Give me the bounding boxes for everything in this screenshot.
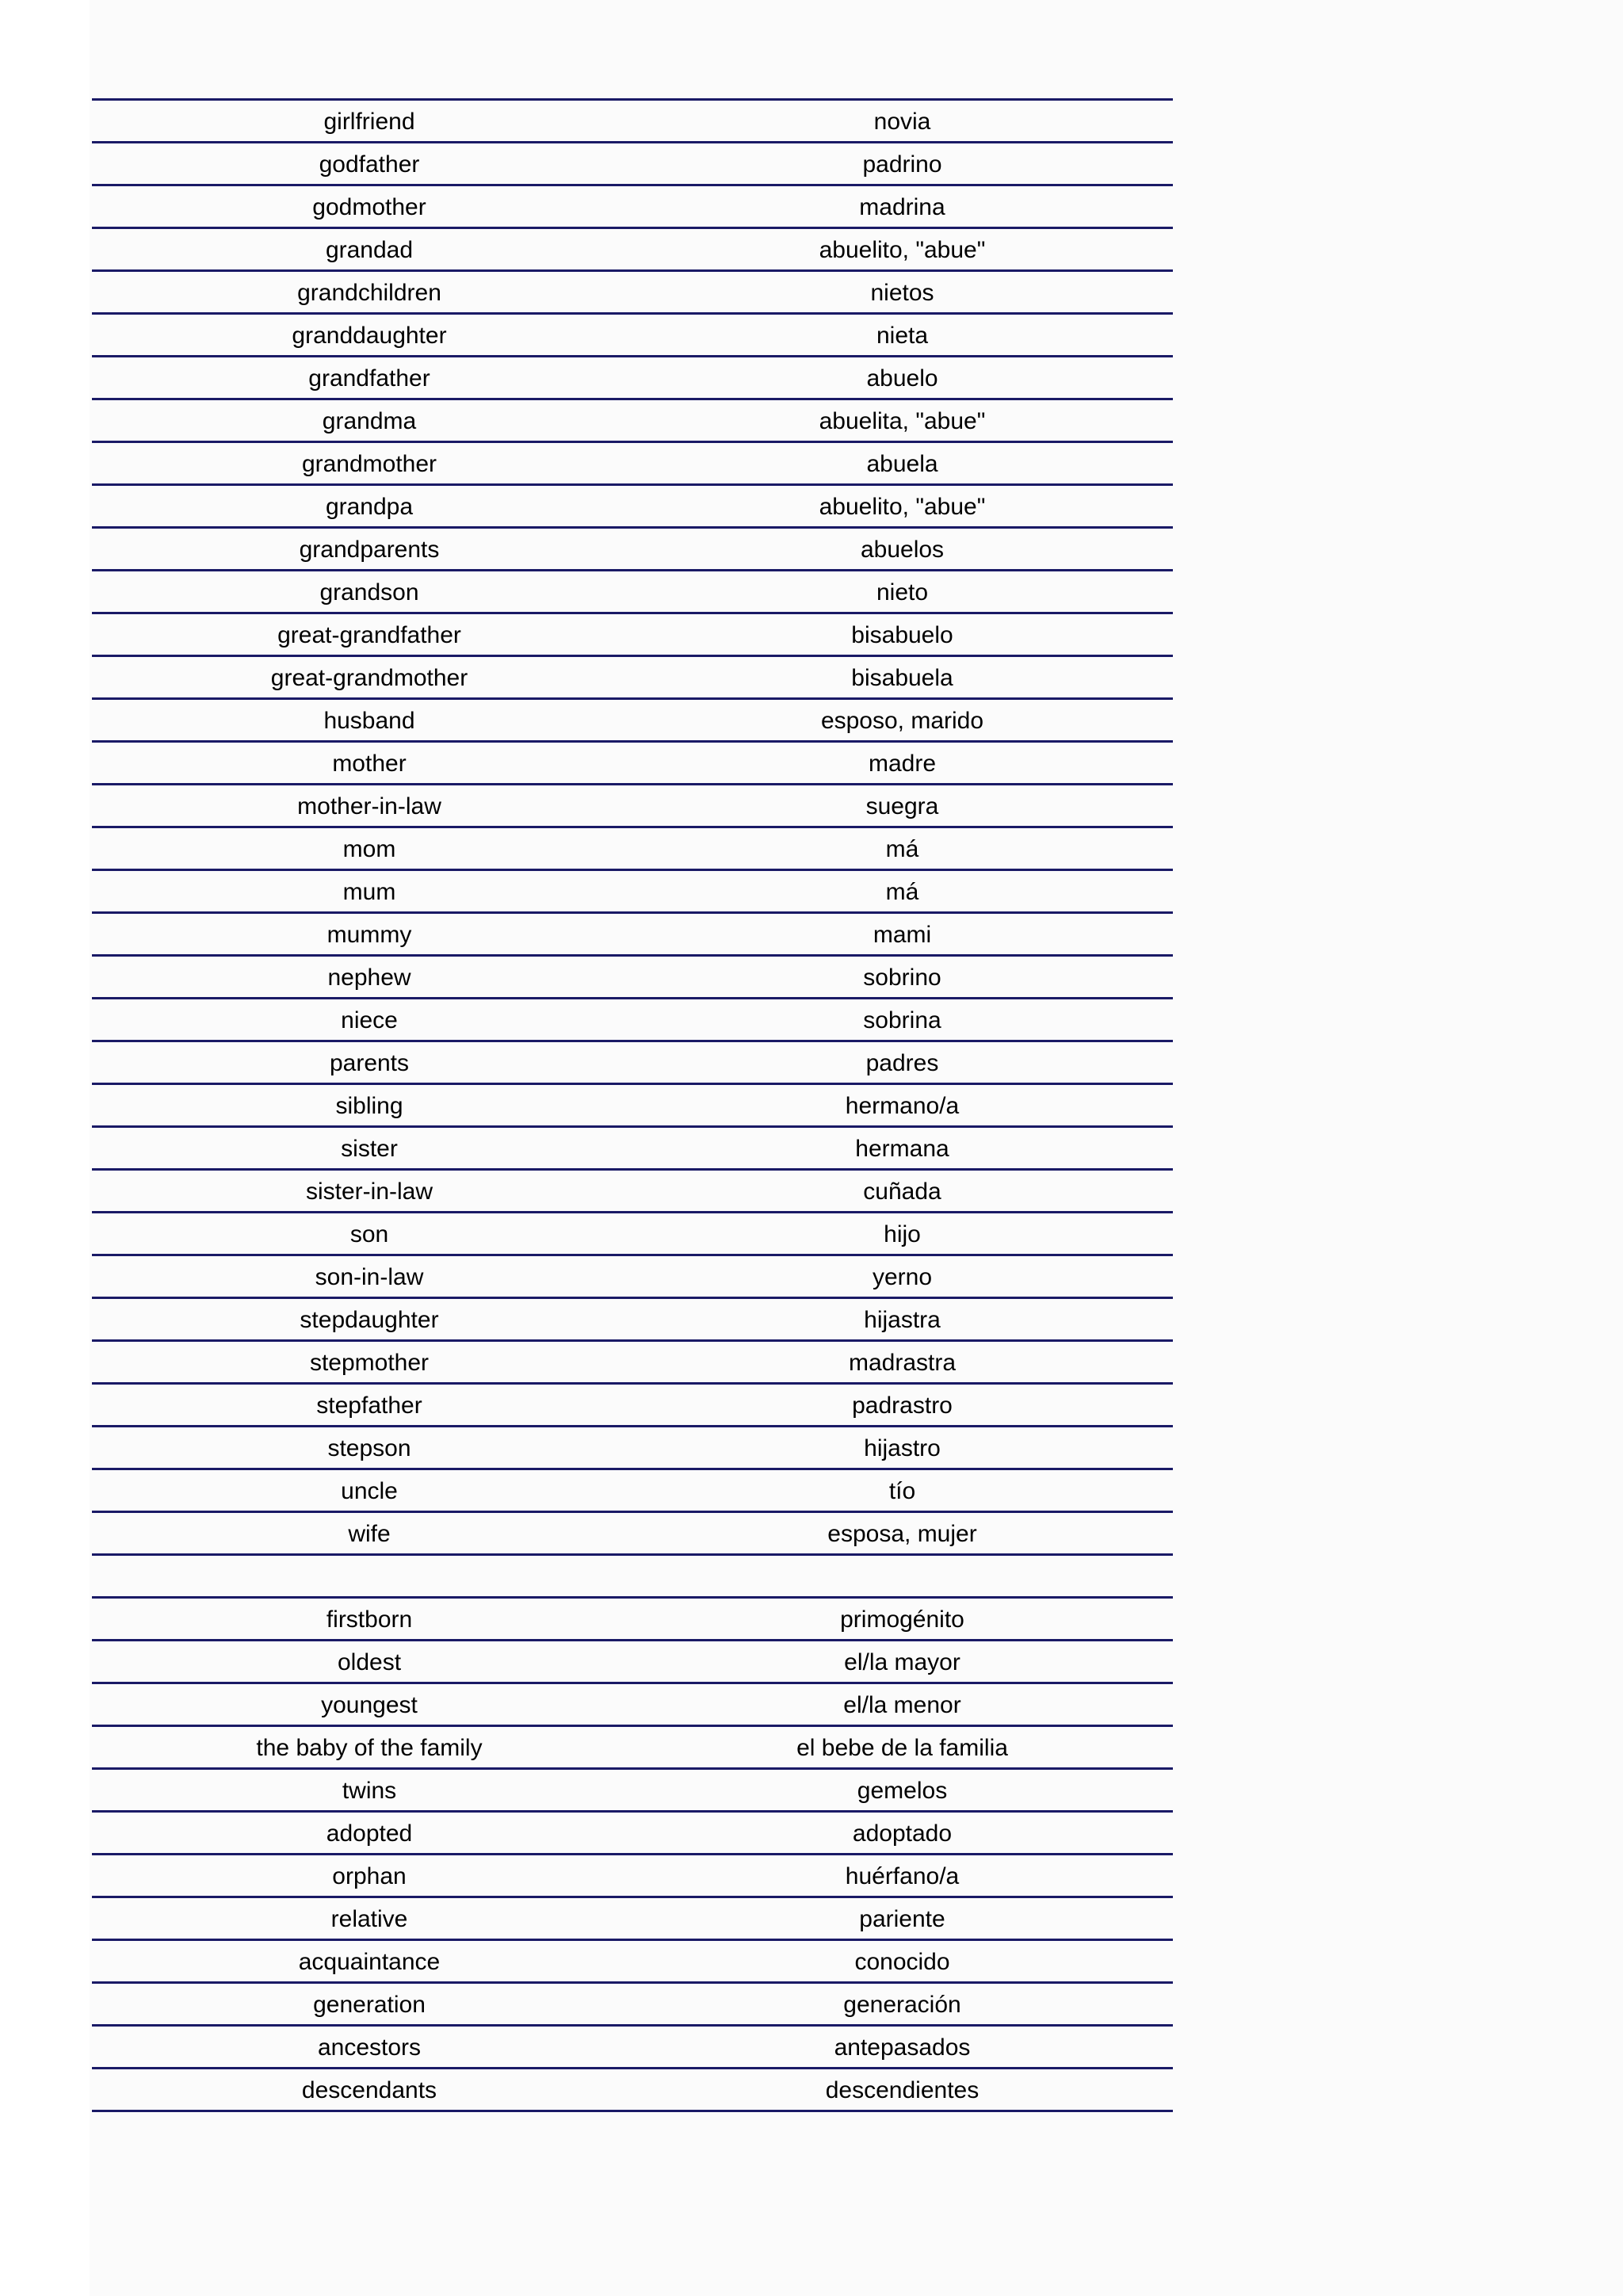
table-row (92, 2069, 1173, 2112)
spanish-term: cuñada (863, 1179, 941, 1205)
spanish-term: hermana (855, 1136, 949, 1162)
spanish-term: huérfano/a (845, 1863, 960, 1889)
english-term: grandson (319, 579, 419, 606)
english-term: great-grandfather (277, 622, 461, 648)
spanish-term: novia (873, 109, 931, 135)
spanish-term: esposo, marido (820, 708, 984, 734)
spanish-term: padrastro (852, 1392, 953, 1419)
table-row (92, 229, 1173, 272)
spanish-term: abuela (866, 451, 938, 477)
table-row (92, 1085, 1173, 1128)
spanish-term: abuelito, "abue" (819, 494, 986, 520)
table-row (92, 315, 1173, 357)
spanish-term (632, 1556, 1173, 1596)
table-row (92, 272, 1173, 315)
english-term: grandparents (299, 537, 440, 563)
spanish-term: má (885, 879, 919, 905)
english-term: granddaughter (292, 323, 447, 349)
table-row (92, 1813, 1173, 1855)
spanish-term: madrastra (848, 1350, 957, 1376)
english-term: grandpa (325, 494, 414, 520)
spanish-term: abuelita, "abue" (819, 408, 986, 434)
english-term: descendants (301, 2077, 437, 2103)
english-term: twins (342, 1778, 397, 1804)
table-row (92, 1213, 1173, 1256)
spanish-term: gemelos (857, 1778, 948, 1804)
english-term: acquaintance (298, 1949, 441, 1975)
table-row (92, 1171, 1173, 1213)
spanish-term: primogénito (840, 1606, 964, 1633)
table-row (92, 1770, 1173, 1813)
english-term: uncle (341, 1478, 398, 1504)
english-term: grandad (325, 237, 414, 263)
table-row (92, 2027, 1173, 2069)
table-row (92, 743, 1173, 785)
spanish-term: abuelos (860, 537, 945, 563)
table-row (92, 357, 1173, 400)
table-row (92, 1342, 1173, 1385)
english-term (92, 1556, 647, 1596)
table-row-spacer (92, 1556, 1173, 1599)
table-row (92, 1684, 1173, 1727)
table-row (92, 1427, 1173, 1470)
spanish-term: nietos (870, 280, 934, 306)
english-term: mother (332, 751, 407, 777)
spanish-term: conocido (854, 1949, 950, 1975)
table-row (92, 1299, 1173, 1342)
english-term: niece (341, 1007, 398, 1033)
english-term: godfather (319, 151, 420, 178)
english-term: godmother (312, 194, 426, 220)
english-term: mum (342, 879, 396, 905)
english-term: parents (329, 1050, 410, 1076)
spanish-term: tío (888, 1478, 916, 1504)
table-row (92, 1042, 1173, 1085)
spanish-term: madre (868, 751, 937, 777)
table-row (92, 1855, 1173, 1898)
table-row (92, 1128, 1173, 1171)
english-term: mother-in-law (297, 793, 441, 819)
english-term: stepmother (309, 1350, 430, 1376)
table-row (92, 1470, 1173, 1513)
english-term: the baby of the family (256, 1735, 483, 1761)
table-row (92, 1256, 1173, 1299)
table-row (92, 101, 1173, 143)
spanish-term: antepasados (834, 2034, 971, 2061)
table-row (92, 571, 1173, 614)
table-row (92, 1513, 1173, 1556)
english-term: sister (341, 1136, 398, 1162)
spanish-term: abuelito, "abue" (819, 237, 986, 263)
vocabulary-table (92, 98, 1173, 2112)
table-row (92, 1641, 1173, 1684)
table-row (92, 614, 1173, 657)
spanish-term: bisabuela (851, 665, 953, 691)
english-term: stepdaughter (300, 1307, 439, 1333)
english-term: sibling (335, 1093, 403, 1119)
table-row (92, 828, 1173, 871)
english-term: ancestors (317, 2034, 422, 2061)
english-term: grandmother (301, 451, 437, 477)
english-term: great-grandmother (270, 665, 468, 691)
spanish-term: generación (843, 1992, 961, 2018)
table-row (92, 657, 1173, 700)
spanish-term: yerno (872, 1264, 933, 1290)
table-row (92, 486, 1173, 529)
table-row (92, 1727, 1173, 1770)
table-row (92, 529, 1173, 571)
spanish-term: descendientes (825, 2077, 980, 2103)
spanish-term: mami (873, 922, 932, 948)
spanish-term: el/la menor (843, 1692, 961, 1718)
spanish-term: pariente (859, 1906, 945, 1932)
table-row (92, 443, 1173, 486)
table-row (92, 999, 1173, 1042)
spanish-term: abuelo (866, 365, 938, 392)
spanish-term: madrina (859, 194, 945, 220)
table-row (92, 957, 1173, 999)
table-row (92, 1941, 1173, 1984)
spanish-term: nieto (876, 579, 929, 606)
english-term: generation (313, 1992, 426, 2018)
spanish-term: má (885, 836, 919, 862)
english-term: stepson (327, 1435, 411, 1461)
spanish-term: nieta (876, 323, 929, 349)
spanish-term: sobrino (863, 965, 941, 991)
spanish-term: hermano/a (845, 1093, 960, 1119)
english-term: grandchildren (297, 280, 441, 306)
english-term: sister-in-law (305, 1179, 433, 1205)
english-term: adopted (326, 1820, 413, 1847)
spanish-term: sobrina (863, 1007, 941, 1033)
spanish-term: hijo (884, 1221, 921, 1247)
table-row (92, 914, 1173, 957)
english-term: stepfather (316, 1392, 422, 1419)
english-term: oldest (337, 1649, 402, 1675)
english-term: mom (342, 836, 396, 862)
table-row (92, 700, 1173, 743)
spanish-term: esposa, mujer (827, 1521, 977, 1547)
table-row (92, 1984, 1173, 2027)
spanish-term: adoptado (852, 1820, 953, 1847)
english-term: grandfather (308, 365, 430, 392)
spanish-term: bisabuelo (851, 622, 953, 648)
spanish-term: suegra (865, 793, 939, 819)
spanish-term: el/la mayor (844, 1649, 960, 1675)
table-row (92, 1385, 1173, 1427)
table-row (92, 785, 1173, 828)
spanish-term: padres (865, 1050, 939, 1076)
table-row (92, 143, 1173, 186)
english-term: grandma (322, 408, 417, 434)
english-term: wife (348, 1521, 391, 1547)
english-term: husband (323, 708, 415, 734)
spanish-term: el bebe de la familia (796, 1735, 1008, 1761)
english-term: son (349, 1221, 389, 1247)
english-term: son-in-law (315, 1264, 424, 1290)
spanish-term: hijastra (864, 1307, 941, 1333)
table-row (92, 186, 1173, 229)
table-row (92, 400, 1173, 443)
table-row (92, 1898, 1173, 1941)
english-term: nephew (327, 965, 411, 991)
english-term: orphan (332, 1863, 407, 1889)
english-term: girlfriend (323, 109, 415, 135)
english-term: youngest (321, 1692, 418, 1718)
english-term: firstborn (326, 1606, 413, 1633)
english-term: relative (330, 1906, 408, 1932)
english-term: mummy (327, 922, 412, 948)
table-row (92, 871, 1173, 914)
spanish-term: hijastro (864, 1435, 941, 1461)
table-row (92, 1599, 1173, 1641)
spanish-term: padrino (862, 151, 942, 178)
